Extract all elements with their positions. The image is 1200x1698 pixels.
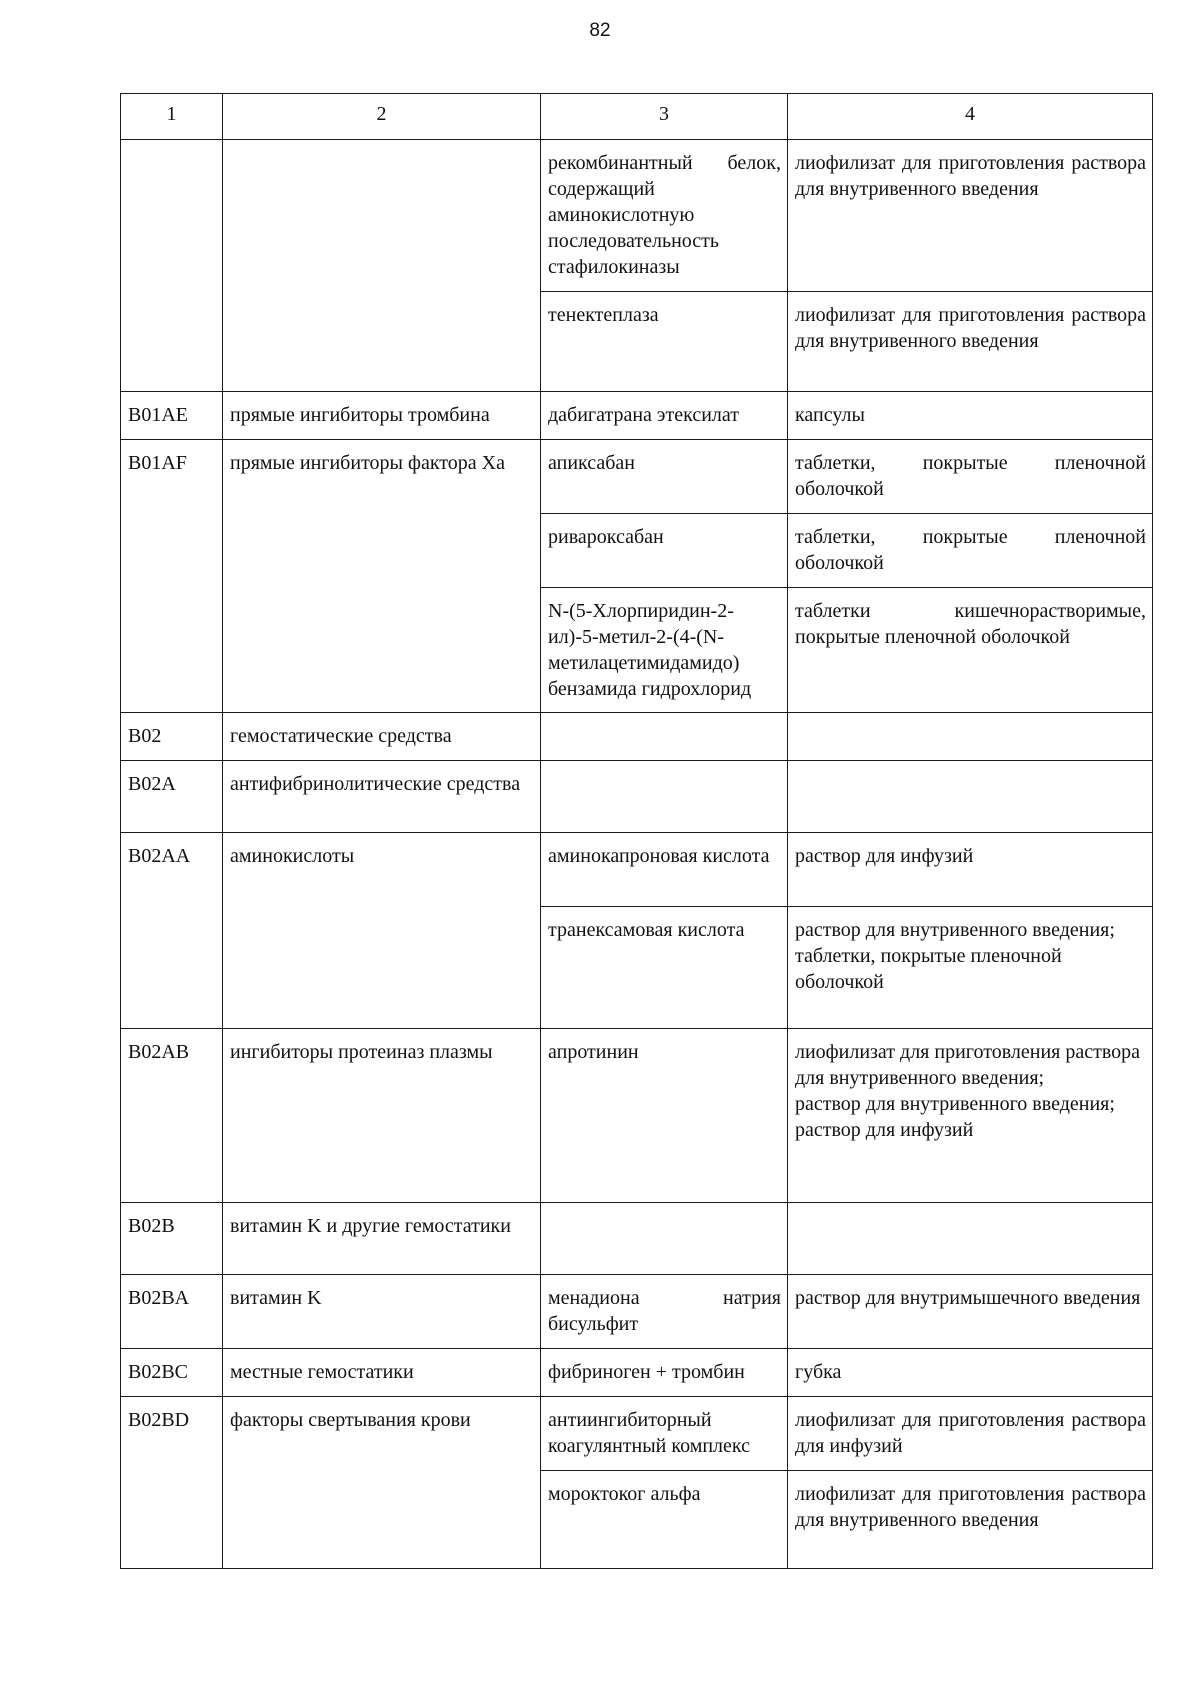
code-cell: B01AE bbox=[121, 392, 223, 440]
group-cell: прямые ингибиторы тромбина bbox=[223, 392, 541, 440]
substance-cell: мороктоког альфа bbox=[541, 1471, 788, 1569]
group-cell: ингибиторы протеиназ плазмы bbox=[223, 1029, 541, 1203]
group-cell: аминокислоты bbox=[223, 833, 541, 1029]
code-cell: B02AA bbox=[121, 833, 223, 1029]
table-row bbox=[121, 392, 1153, 440]
table-row bbox=[121, 833, 1153, 907]
substance-cell: апротинин bbox=[541, 1029, 788, 1203]
substance-cell: транексамовая кислота bbox=[541, 907, 788, 1029]
group-cell: факторы свертывания крови bbox=[223, 1397, 541, 1569]
group-cell bbox=[223, 140, 541, 392]
column-header: 4 bbox=[788, 94, 1153, 140]
form-line: раствор для инфузий bbox=[795, 1119, 974, 1141]
code-cell: B02 bbox=[121, 713, 223, 761]
substance-cell: тенектеплаза bbox=[541, 292, 788, 392]
table-row bbox=[121, 1397, 1153, 1471]
drug-table bbox=[120, 93, 1153, 1569]
form-cell: раствор для инфузий bbox=[788, 833, 1153, 907]
group-cell: витамин K и другие гемостатики bbox=[223, 1203, 541, 1275]
form-cell: лиофилизат для приготовления раствора для инфузий bbox=[788, 1397, 1153, 1471]
substance-cell: ривароксабан bbox=[541, 514, 788, 588]
table-header-row bbox=[121, 94, 1153, 140]
group-cell: местные гемостатики bbox=[223, 1349, 541, 1397]
substance-cell: фибриноген + тромбин bbox=[541, 1349, 788, 1397]
substance-cell: дабигатрана этексилат bbox=[541, 392, 788, 440]
column-header: 3 bbox=[541, 94, 788, 140]
code-cell: B02BA bbox=[121, 1275, 223, 1349]
code-cell bbox=[121, 140, 223, 392]
form-line: лиофилизат для приготовления раствора для внутривенного введения; bbox=[795, 1041, 1141, 1089]
table-row bbox=[121, 1349, 1153, 1397]
table-row bbox=[121, 1275, 1153, 1349]
form-cell: таблетки, покрытые пленочной оболочкой bbox=[788, 440, 1153, 514]
form-cell: таблетки, покрытые пленочной оболочкой bbox=[788, 514, 1153, 588]
substance-cell: рекомбинантный белок, содержащий аминокислотную последовательность стафилокиназы bbox=[541, 140, 788, 292]
substance-cell bbox=[541, 713, 788, 761]
form-cell bbox=[788, 1029, 1153, 1203]
code-cell: B02A bbox=[121, 761, 223, 833]
form-cell: лиофилизат для приготовления раствора для внутривенного введения bbox=[788, 1471, 1153, 1569]
form-cell bbox=[788, 1203, 1153, 1275]
group-cell: гемостатические средства bbox=[223, 713, 541, 761]
group-cell: прямые ингибиторы фактора Xa bbox=[223, 440, 541, 713]
table-row bbox=[121, 140, 1153, 292]
substance-cell bbox=[541, 1203, 788, 1275]
code-cell: B02BC bbox=[121, 1349, 223, 1397]
form-cell: раствор для внутримышечного введения bbox=[788, 1275, 1153, 1349]
table-row bbox=[121, 713, 1153, 761]
form-cell: губка bbox=[788, 1349, 1153, 1397]
group-cell: антифибринолитические средства bbox=[223, 761, 541, 833]
substance-cell: антиингибиторный коагулянтный комплекс bbox=[541, 1397, 788, 1471]
substance-cell: аминокапроновая кислота bbox=[541, 833, 788, 907]
table-row bbox=[121, 1203, 1153, 1275]
substance-cell: менадиона натрия бисульфит bbox=[541, 1275, 788, 1349]
form-cell: лиофилизат для приготовления раствора для внутривенного введения bbox=[788, 140, 1153, 292]
code-cell: B02B bbox=[121, 1203, 223, 1275]
page-number: 82 bbox=[589, 20, 611, 41]
form-cell: таблетки кишечнорастворимые, покрытые пленочной оболочкой bbox=[788, 588, 1153, 713]
substance-cell bbox=[541, 761, 788, 833]
column-header: 2 bbox=[223, 94, 541, 140]
form-line: раствор для внутривенного введения; bbox=[795, 1093, 1115, 1115]
group-cell: витамин K bbox=[223, 1275, 541, 1349]
code-cell: B02AB bbox=[121, 1029, 223, 1203]
form-line: раствор для внутривенного введения; bbox=[795, 919, 1115, 941]
form-cell bbox=[788, 761, 1153, 833]
table-row bbox=[121, 1029, 1153, 1203]
substance-cell: N-(5-Хлорпиридин-2-ил)-5-метил-2-(4-(N-метилацетимидамидо) бензамида гидрохлорид bbox=[541, 588, 788, 713]
table-row bbox=[121, 440, 1153, 514]
column-header: 1 bbox=[121, 94, 223, 140]
table-row bbox=[121, 761, 1153, 833]
form-cell: капсулы bbox=[788, 392, 1153, 440]
form-cell bbox=[788, 713, 1153, 761]
form-cell bbox=[788, 907, 1153, 1029]
form-cell: лиофилизат для приготовления раствора для внутривенного введения bbox=[788, 292, 1153, 392]
code-cell: B02BD bbox=[121, 1397, 223, 1569]
code-cell: B01AF bbox=[121, 440, 223, 713]
substance-cell: апиксабан bbox=[541, 440, 788, 514]
form-line: таблетки, покрытые пленочной оболочкой bbox=[795, 945, 1062, 993]
